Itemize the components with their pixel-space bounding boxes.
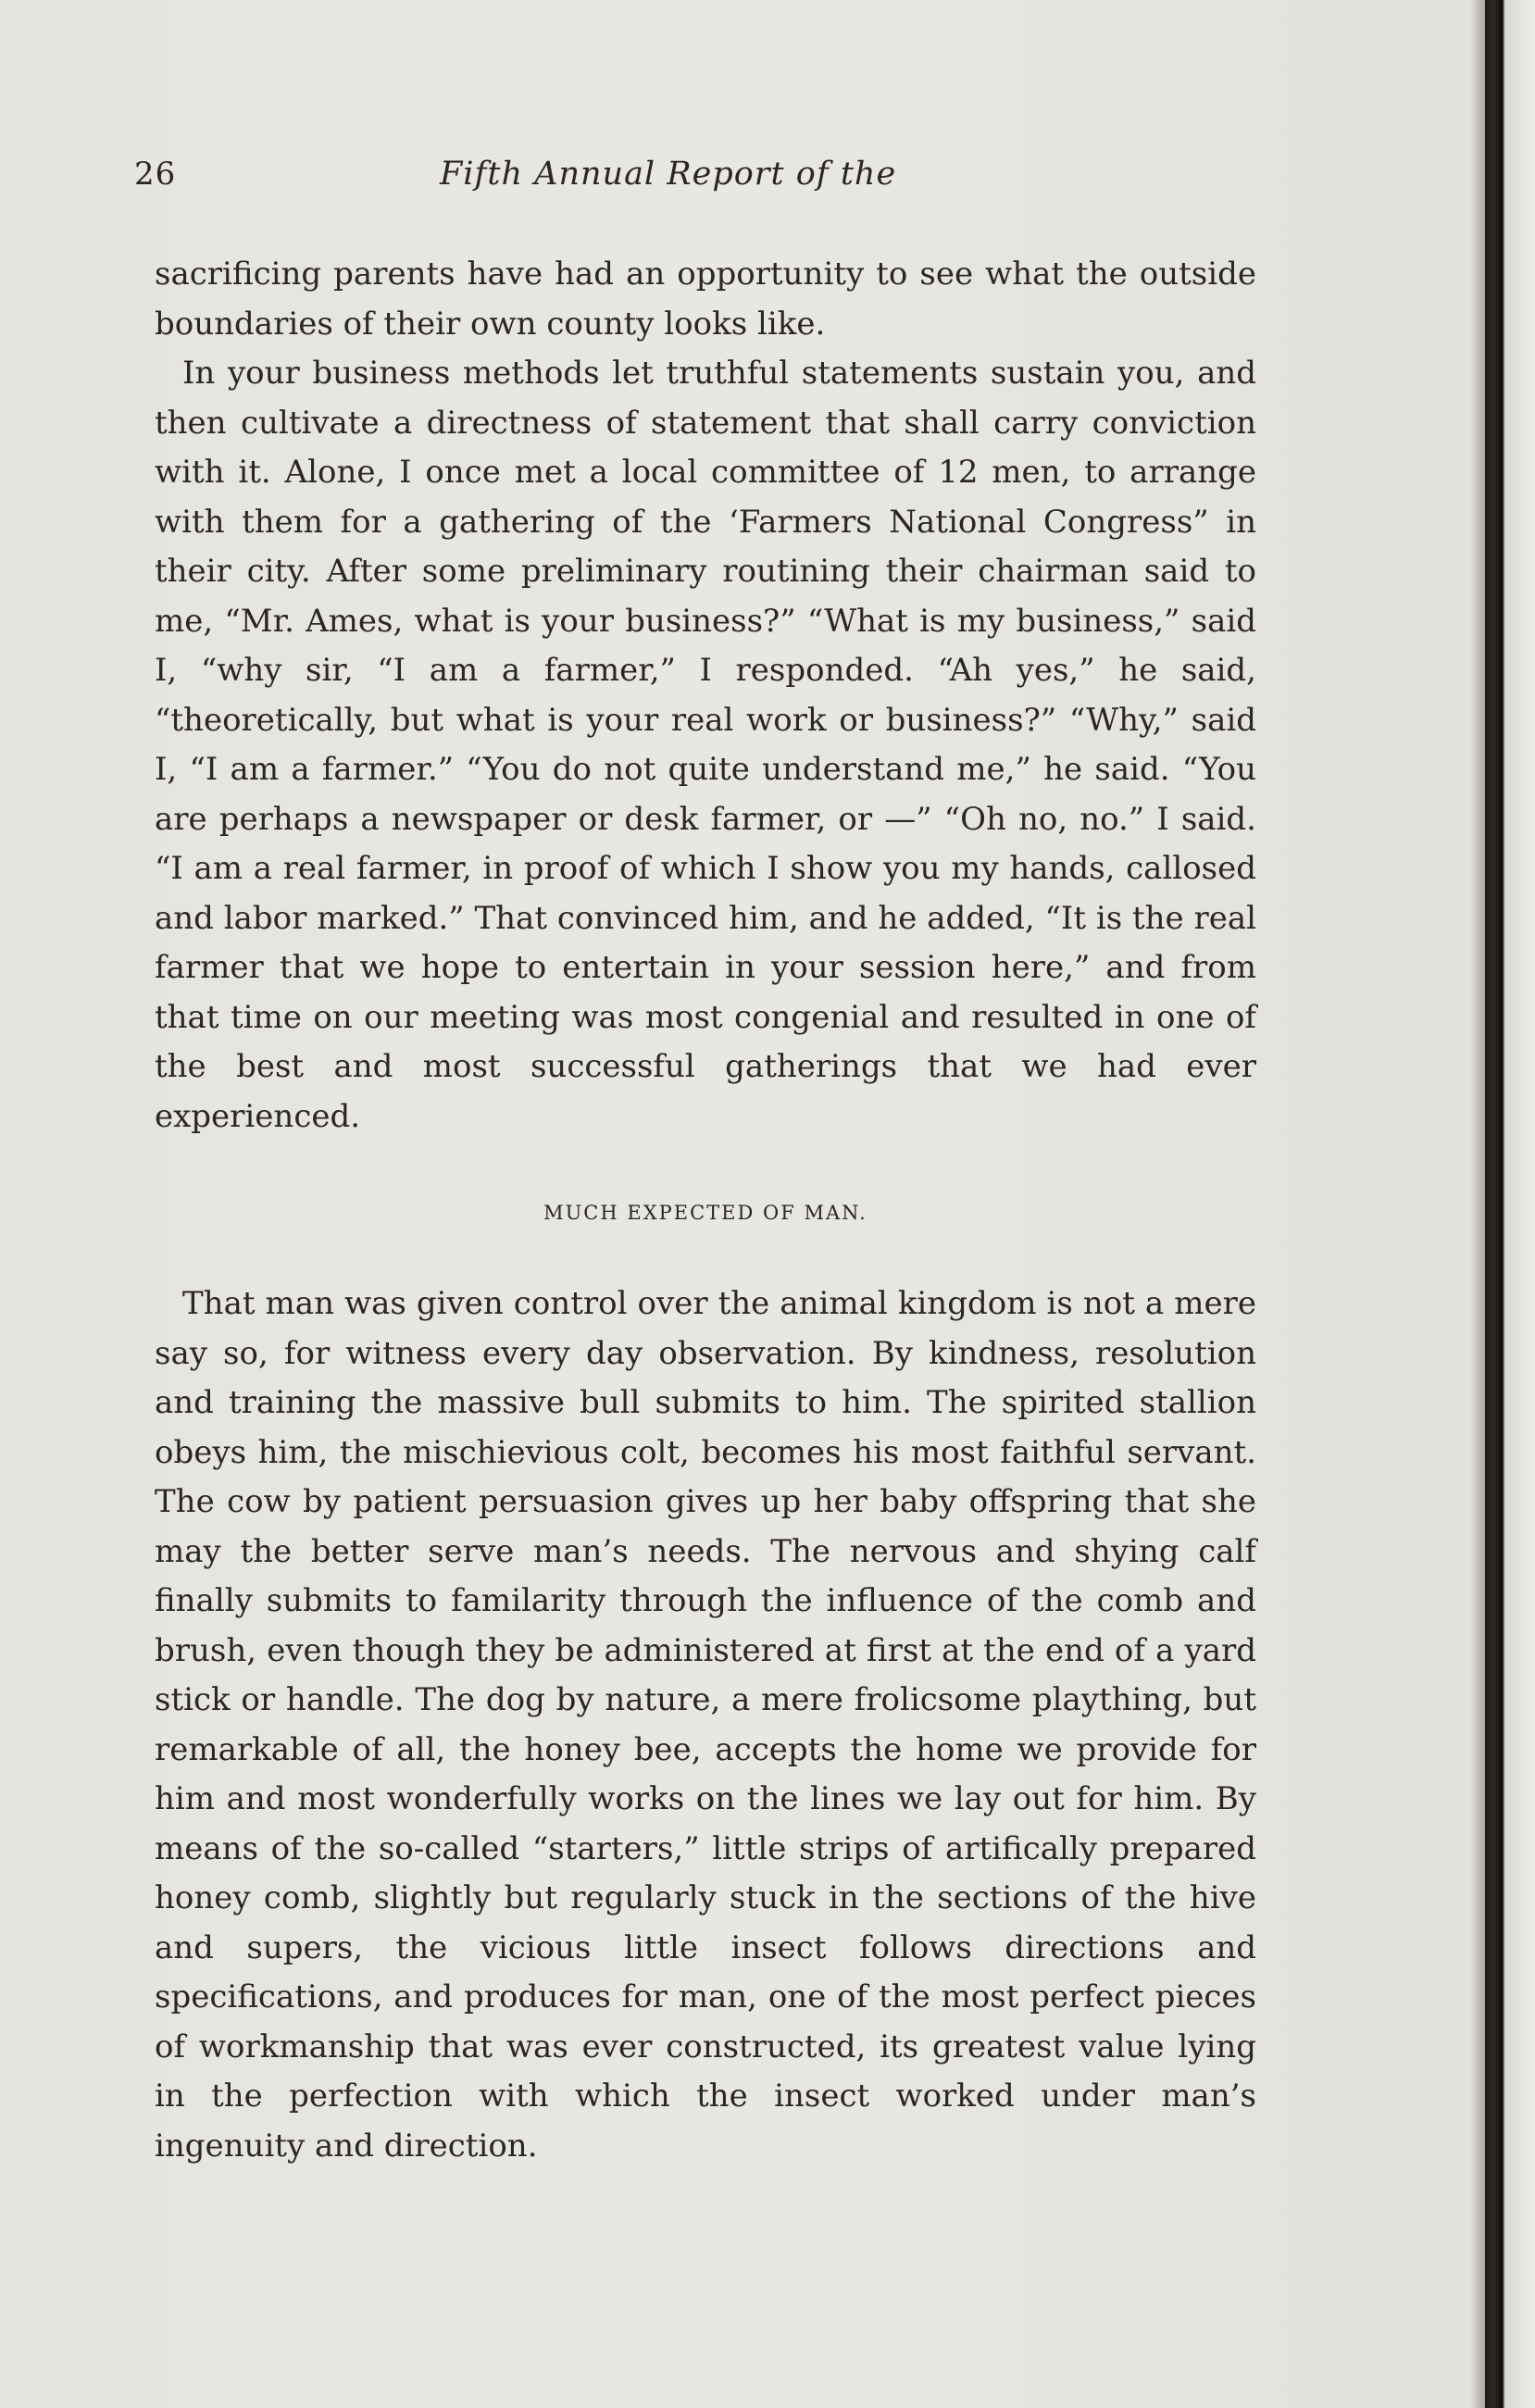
body-text: [155, 250, 1256, 2171]
paragraph-animal-kingdom: That man was given control over the animal kingdom is not a mere say so, for witness every day observation. By kindness, resolution and training the massive bull submits to him. The spirited stallion obeys him, the mischievious colt, becomes his most faithful servant. The cow by patient persuasion gives up her baby offspring that she may the better serve man’s needs. The nervous and shying calf finally submits to familarity through the influence of the comb and brush, even though they be administered at first at the end of a yard stick or handle. The dog by nature, a mere frolicsome plaything, but remarkable of all, the honey bee, accepts the home we provide for him and most wonderfully works on the lines we lay out for him. By means of the so-called “starters,” little strips of artifically prepared honey comb, slightly but regularly stuck in the sections of the hive and supers, the vicious little insect follows directions and specifications, and produces for man, one of the most perfect pieces of workmanship that was ever constructed, its greatest value lying in the perfection with which the insect worked under man’s ingenuity and direction.: [155, 1285, 1256, 2165]
running-title: Fifth Annual Report of the: [440, 156, 897, 193]
paragraph-business-methods: In your business methods let truthful statements sustain you, and then cultivate a directness of statement that shall carry conviction with it. Alone, I once met a local committee of 12 men, to arrange with them for a gathering of the ‘Farmers National Congress” in their city. After some preliminary routining their chairman said to me, “Mr. Ames, what is your business?” “What is my business,” said I, “why sir, “I am a farmer,” I responded. “Ah yes,” he said, “theoretically, but what is your real work or business?” “Why,” said I, “I am a farmer.” “You do not quite understand me,” he said. “You are perhaps a newspaper or desk farmer, or —” “Oh no, no.” I said. “I am a real farmer, in proof of which I show you my hands, callosed and labor marked.” That convinced him, and he added, “It is the real farmer that we hope to entertain in your session here,” and from that time on our meeting was most congenial and resulted in one of the best and most successful gatherings that we had ever experienced.: [155, 355, 1256, 1135]
page-header: [134, 156, 1259, 202]
book-binding-edge: [1485, 0, 1535, 2408]
page-number: 26: [134, 156, 177, 193]
section-heading: MUCH EXPECTED OF MAN.: [543, 1202, 867, 1224]
paragraph-continuation: sacrificing parents have had an opportunity to see what the outside boundaries of their own county looks like.: [155, 256, 1256, 343]
